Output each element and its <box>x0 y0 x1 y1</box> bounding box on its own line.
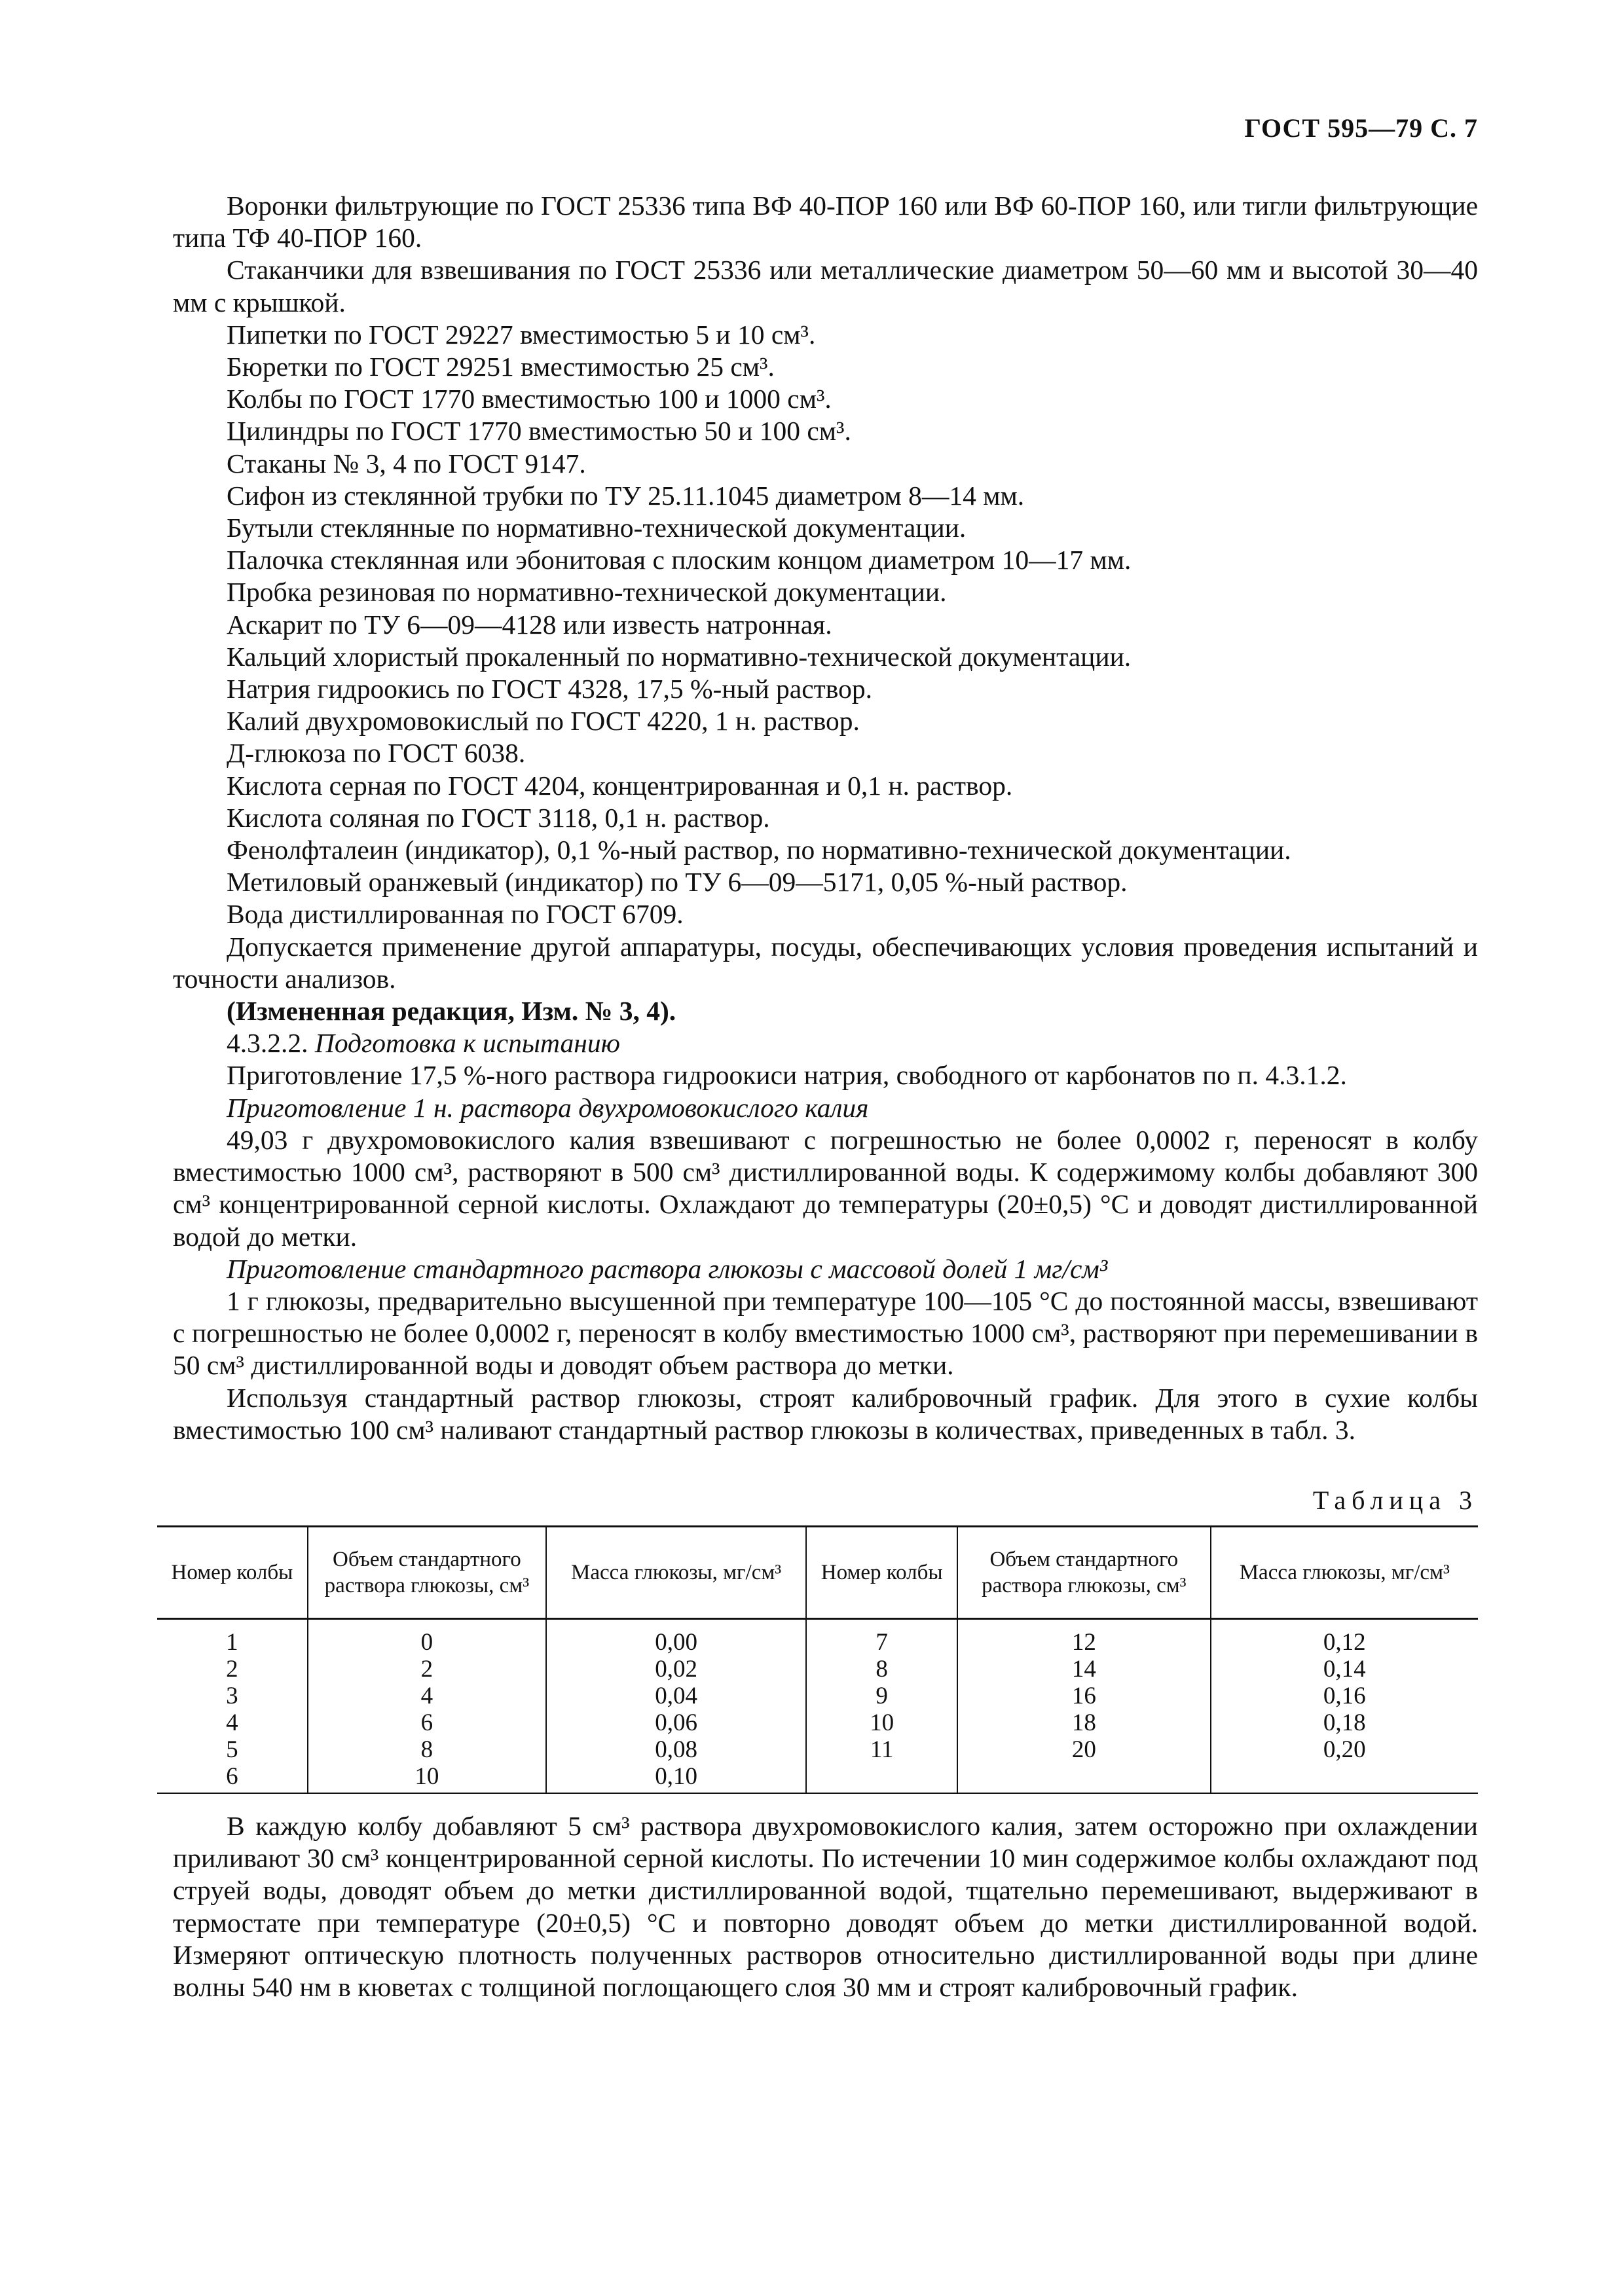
table-cell: 11 <box>806 1736 957 1763</box>
table-cell: 0,14 <box>1211 1656 1478 1683</box>
material-line: Кислота серная по ГОСТ 4204, концентрированная и 0,1 н. раствор. <box>227 770 1013 801</box>
material-line: Воронки фильтрующие по ГОСТ 25336 типа ВФ 40-ПОР 160 или ВФ 60-ПОР 160, или тигли фильтрующие типа ТФ 40-ПОР 160. <box>173 191 1478 253</box>
dichromate-text: 49,03 г двухромовокислого калия взвешивают с погрешностью не более 0,0002 г, переносят в колбу вместимостью 1000 см³, растворяют в 500 см³ дистиллированной воды. К содержимому колбы добавляют 300 см³ концентрированной серной кислоты. Охлаждают до температуры (20±0,5) °С и доводят дистиллированной водой до метки. <box>173 1124 1478 1252</box>
table-cell: 0,00 <box>546 1619 806 1656</box>
table-cell: 14 <box>957 1656 1210 1683</box>
table-cell: 3 <box>226 1683 238 1709</box>
table-cell: 0,18 <box>1211 1709 1478 1736</box>
material-line: Вода дистиллированная по ГОСТ 6709. <box>227 899 684 930</box>
material-line: Натрия гидроокись по ГОСТ 4328, 17,5 %-ный раствор. <box>227 674 872 704</box>
table-cell: 4 <box>308 1683 546 1709</box>
table-header-row <box>157 1527 1478 1619</box>
material-line: Бутыли стеклянные по нормативно-технической документации. <box>227 513 967 543</box>
material-line: Колбы по ГОСТ 1770 вместимостью 100 и 1000 см³. <box>227 384 832 414</box>
table-cell: 9 <box>806 1683 957 1709</box>
table-cell: 0 <box>308 1619 546 1656</box>
table-cell: 1 <box>226 1629 238 1656</box>
table-caption: Таблица 3 <box>1312 1485 1478 1515</box>
table-cell: 10 <box>806 1709 957 1736</box>
table-header-cell: Объем стандартного раствора глюкозы, см³ <box>308 1527 546 1619</box>
material-line: Д-глюкоза по ГОСТ 6038. <box>227 738 526 769</box>
dichromate-heading: Приготовление 1 н. раствора двухромовокислого калия <box>227 1092 869 1123</box>
table-cell: 0,02 <box>546 1656 806 1683</box>
page-header: ГОСТ 595—79 С. 7 <box>1244 113 1478 143</box>
table-cell: 5 <box>226 1736 238 1763</box>
naoh-prep-text: Приготовление 17,5 %-ного раствора гидроокиси натрия, свободного от карбонатов по п. 4.3.1.2. <box>227 1060 1347 1091</box>
material-line: Метиловый оранжевый (индикатор) по ТУ 6—09—5171, 0,05 %-ный раствор. <box>227 867 1128 898</box>
table-cell: 4 <box>226 1709 238 1736</box>
table-cell <box>957 1763 1210 1793</box>
material-line: Пипетки по ГОСТ 29227 вместимостью 5 и 10 см³. <box>227 319 816 350</box>
body-text <box>173 190 1478 1446</box>
table-cell: 0,16 <box>1211 1683 1478 1709</box>
table-header-cell: Объем стандартного раствора глюкозы, см³ <box>957 1527 1210 1619</box>
table-cell: 7 <box>806 1619 957 1656</box>
table-cell: 0,20 <box>1211 1736 1478 1763</box>
table-cell: 2 <box>226 1656 238 1683</box>
material-line: Палочка стеклянная или эбонитовая с плоским концом диаметром 10—17 мм. <box>227 545 1132 575</box>
material-line: Кальций хлористый прокаленный по нормативно-технической документации. <box>227 641 1132 672</box>
material-line: Фенолфталеин (индикатор), 0,1 %-ный раствор, по нормативно-технической документации. <box>227 835 1291 866</box>
table-cell: 0,04 <box>546 1683 806 1709</box>
calibration-text: Используя стандартный раствор глюкозы, строят калибровочный график. Для этого в сухие колбы вместимостью 100 см³ наливают стандартный раствор глюкозы в количествах, приведенных в табл. 3. <box>173 1382 1478 1445</box>
table-cell: 6 <box>308 1709 546 1736</box>
table-header-cell: Номер колбы <box>157 1527 308 1619</box>
table-cell: 0,12 <box>1211 1619 1478 1656</box>
material-line: Пробка резиновая по нормативно-технической документации. <box>227 577 947 608</box>
material-line: Кислота соляная по ГОСТ 3118, 0,1 н. раствор. <box>227 802 770 833</box>
material-line: Стаканы № 3, 4 по ГОСТ 9147. <box>227 448 586 479</box>
table-cell: 12 <box>957 1619 1210 1656</box>
table-cell: 0,08 <box>546 1736 806 1763</box>
table-cell: 16 <box>957 1683 1210 1709</box>
table-row <box>157 1763 1478 1793</box>
table-cell: 2 <box>308 1656 546 1683</box>
table-cell: 8 <box>308 1736 546 1763</box>
material-line: Аскарит по ТУ 6—09—4128 или известь натронная. <box>227 609 832 640</box>
table-header-cell: Масса глюкозы, мг/см³ <box>1211 1527 1478 1619</box>
procedure-section <box>173 1810 1478 2003</box>
table-cell: 8 <box>806 1656 957 1683</box>
calibration-table <box>157 1525 1478 1794</box>
table-cell: 6 <box>157 1763 308 1793</box>
table-row <box>157 1683 1478 1709</box>
table-cell <box>1211 1763 1478 1793</box>
glucose-heading: Приготовление стандартного раствора глюкозы с массовой долей 1 мг/см³ <box>227 1253 1108 1284</box>
section-number: 4.3.2.2. <box>227 1028 308 1059</box>
procedure-text: В каждую колбу добавляют 5 см³ раствора двухромовокислого калия, затем осторожно при охлаждении приливают 30 см³ концентрированной серной кислоты. По истечении 10 мин содержимое колбы охлаждают под струей воды, доводят объем до метки дистиллированной водой, тщательно перемешивают, выдерживают в термостате при температуре (20±0,5) °С и повторно доводят объем до метки дистиллированной водой. Измеряют оптическую плотность полученных растворов относительно дистиллированной воды при длине волны 540 нм в кюветах с толщиной поглощающего слоя 30 мм и строят калибровочный график. <box>173 1811 1478 2003</box>
table-row <box>157 1709 1478 1736</box>
material-line: Сифон из стеклянной трубки по ТУ 25.11.1045 диаметром 8—14 мм. <box>227 480 1025 511</box>
table-header-cell: Номер колбы <box>806 1527 957 1619</box>
glucose-text: 1 г глюкозы, предварительно высушенной при температуре 100—105 °С до постоянной массы, взвешивают с погрешностью не более 0,0002 г, переносят в колбу вместимостью 1000 см³, растворяют при перемешивании в 50 см³ дистиллированной воды и доводят объем раствора до метки. <box>173 1285 1478 1381</box>
material-line: Стаканчики для взвешивания по ГОСТ 25336 или металлические диаметром 50—60 мм и высотой 30—40 мм с крышкой. <box>173 255 1478 318</box>
table-cell: 0,06 <box>546 1709 806 1736</box>
material-line: Бюретки по ГОСТ 29251 вместимостью 25 см³. <box>227 352 775 382</box>
table-row <box>157 1736 1478 1763</box>
amendment-note: (Измененная редакция, Изм. № 3, 4). <box>227 996 676 1027</box>
table-header-cell: Масса глюкозы, мг/см³ <box>546 1527 806 1619</box>
material-line: Калий двухромовокислый по ГОСТ 4220, 1 н. раствор. <box>227 706 860 737</box>
table-cell: 18 <box>957 1709 1210 1736</box>
table-row <box>157 1656 1478 1683</box>
section-heading <box>173 1027 1478 1059</box>
table-cell: 10 <box>308 1763 546 1793</box>
table-row <box>157 1619 1478 1656</box>
table-cell: 20 <box>957 1736 1210 1763</box>
material-line: Допускается применение другой аппаратуры, посуды, обеспечивающих условия проведения испытаний и точности анализов. <box>173 931 1478 994</box>
table-cell: 0,10 <box>546 1763 806 1793</box>
section-title: Подготовка к испытанию <box>314 1028 620 1059</box>
table-cell <box>806 1763 957 1793</box>
material-line: Цилиндры по ГОСТ 1770 вместимостью 50 и 100 см³. <box>227 416 851 446</box>
